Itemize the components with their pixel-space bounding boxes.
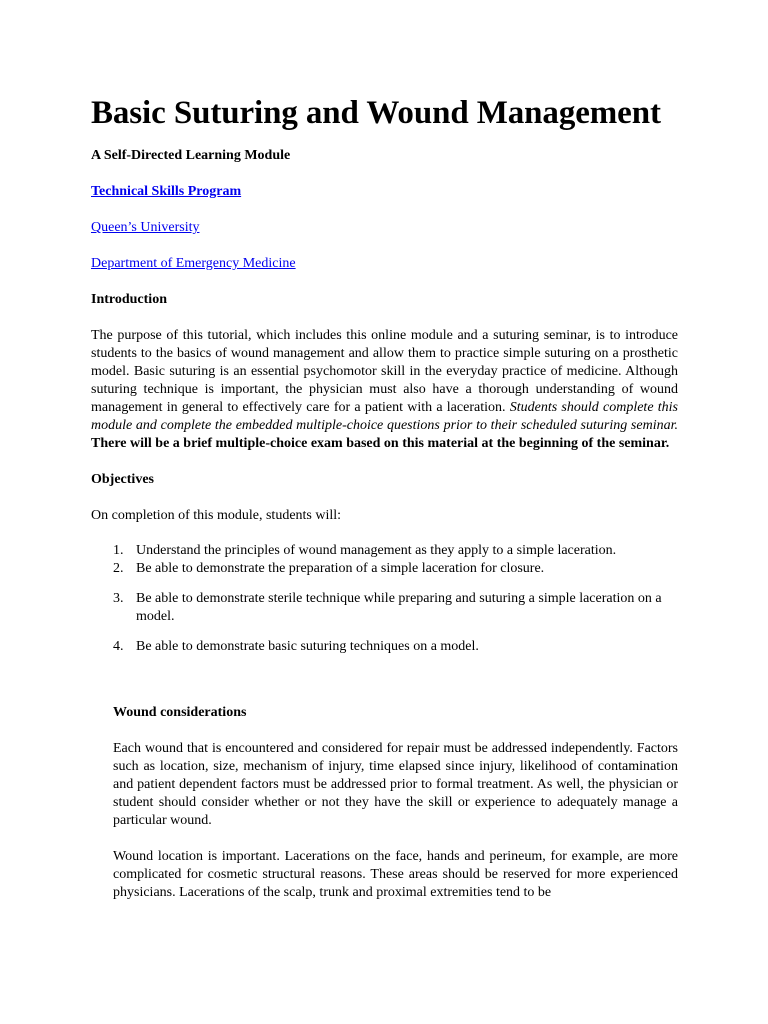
university-link-line: [91, 219, 678, 237]
introduction-italic-text: Students should complete this module and complete the embedded multiple-choice questions prior to their scheduled suturing seminar.: [91, 400, 678, 433]
objective-text: Be able to demonstrate sterile technique while preparing and suturing a simple laceration on a model.: [136, 591, 662, 624]
objective-text: Be able to demonstrate the preparation of a simple laceration for closure.: [136, 561, 545, 576]
wound-paragraph-2: Wound location is important. Lacerations on the face, hands and perineum, for example, are more complicated for cosmetic structural reasons. These areas should be reserved for more experienced physicians. Lacerations of the scalp, trunk and proximal extremities tend to be: [113, 849, 678, 900]
department-link-line: [91, 255, 678, 273]
objective-item: [91, 542, 678, 560]
objective-number: 3.: [113, 591, 124, 606]
introduction-text: The purpose of this tutorial, which includes this online module and a suturing seminar, is to introduce students to the basics of wound management and allow them to practice simple suturing on a prosthetic model. Basic suturing is an essential psychomotor skill in the everyday practice of medicine. Although suturing technique is important, the physician must also have a thorough understanding of wound management in general to effectively care for a patient with a laceration.: [91, 328, 678, 415]
objectives-heading: Objectives: [91, 472, 154, 487]
objective-text: Be able to demonstrate basic suturing techniques on a model.: [136, 639, 479, 654]
objective-number: 4.: [113, 639, 124, 654]
emergency-medicine-link[interactable]: Department of Emergency Medicine: [91, 256, 296, 271]
wound-paragraph-1: Each wound that is encountered and considered for repair must be addressed independently. Factors such as location, size, mechanism of injury, time elapsed since injury, likelihood of contamination and patient dependent factors must be addressed prior to formal treatment. As well, the physician or student should consider whether or not they have the skill or experience to adequately manage a particular wound.: [113, 741, 678, 828]
wound-considerations-heading: Wound considerations: [113, 705, 247, 720]
objectives-lead: On completion of this module, students will:: [91, 508, 342, 523]
document-subtitle: A Self-Directed Learning Module: [91, 148, 291, 163]
introduction-bold-text: There will be a brief multiple-choice exam based on this material at the beginning of the seminar.: [91, 436, 670, 451]
objectives-list: [91, 542, 678, 656]
document-title: Basic Suturing and Wound Management: [91, 95, 661, 131]
objective-item: [91, 560, 678, 578]
objective-text: Understand the principles of wound management as they apply to a simple laceration.: [136, 543, 617, 558]
objective-number: 2.: [113, 561, 124, 576]
objective-number: 1.: [113, 543, 124, 558]
technical-skills-program-link[interactable]: Technical Skills Program: [91, 184, 242, 199]
introduction-paragraph: [91, 327, 678, 453]
introduction-heading: Introduction: [91, 292, 167, 307]
queens-university-link[interactable]: Queen’s University: [91, 220, 200, 235]
objective-item: [91, 590, 678, 626]
program-link-line: [91, 183, 678, 201]
objective-item: [91, 638, 678, 656]
